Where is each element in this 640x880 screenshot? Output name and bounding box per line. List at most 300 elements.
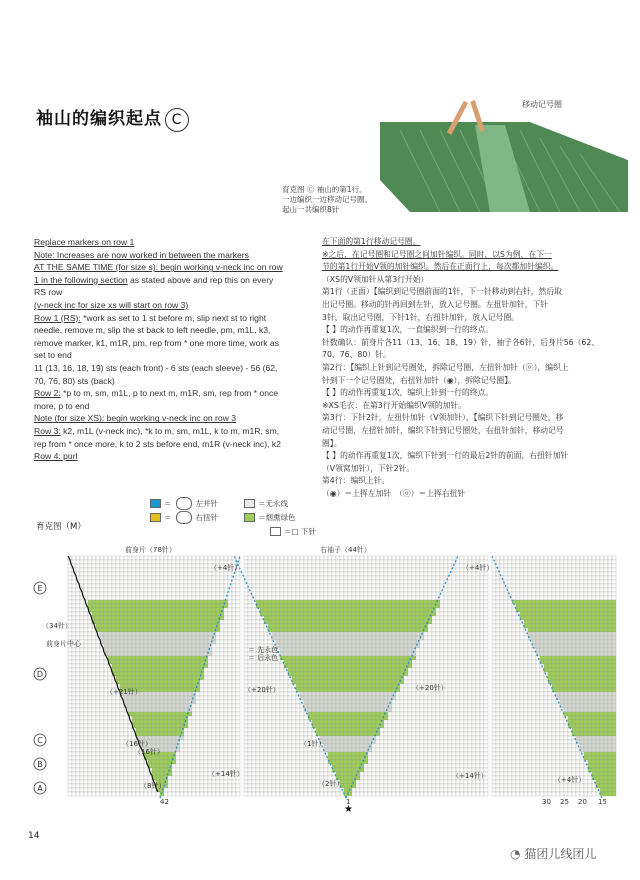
chart-cell: [420, 604, 424, 608]
chart-cell: [88, 652, 92, 656]
chart-cell: [192, 656, 196, 660]
chart-cell: [356, 580, 360, 584]
chart-cell: [104, 612, 108, 616]
chart-cell: [532, 608, 536, 612]
chart-cell: [604, 672, 608, 676]
chart-cell: [332, 572, 336, 576]
chart-cell: [204, 668, 208, 672]
chart-cell: [480, 608, 484, 612]
chart-cell: [396, 568, 400, 572]
chart-cell: [268, 584, 272, 588]
chart-cell: [544, 560, 548, 564]
chart-cell: [352, 652, 356, 656]
chart-cell: [392, 640, 396, 644]
chart-cell: [568, 668, 572, 672]
chart-cell: [272, 664, 276, 668]
chart-cell: [336, 592, 340, 596]
chart-cell: [452, 672, 456, 676]
chart-cell: [416, 664, 420, 668]
yellow-swatch-icon: [150, 513, 161, 522]
chart-cell: [408, 560, 412, 564]
chart-cell: [124, 700, 128, 704]
chart-cell: [456, 688, 460, 692]
chart-cell: [380, 600, 384, 604]
chart-cell: [296, 564, 300, 568]
chart-cell: [100, 572, 104, 576]
chart-cell: [612, 564, 616, 568]
chart-cell: [364, 644, 368, 648]
chart-cell: [568, 692, 572, 696]
chart-cell: [520, 560, 524, 564]
chart-cell: [464, 696, 468, 700]
chart-cell: [208, 692, 212, 696]
chart-cell: [232, 620, 236, 624]
chart-cell: [500, 664, 504, 668]
chart-cell: [400, 652, 404, 656]
en-line: Row 4: purl: [34, 451, 78, 462]
chart-cell: [384, 584, 388, 588]
chart-cell: [224, 584, 228, 588]
chart-cell: [540, 608, 544, 612]
chart-cell: [244, 556, 248, 560]
chart-cell: [476, 556, 480, 560]
chart-cell: [416, 620, 420, 624]
chart-cell: [468, 604, 472, 608]
chart-cell: [428, 652, 432, 656]
chart-cell: [608, 632, 612, 636]
chart-cell: [164, 580, 168, 584]
chart-cell: [296, 660, 300, 664]
chart-cell: [492, 672, 496, 676]
chart-cell: [192, 664, 196, 668]
chart-cell: [388, 608, 392, 612]
chart-cell: [548, 560, 552, 564]
chart-cell: [176, 592, 180, 596]
chart-cell: [256, 568, 260, 572]
chart-cell: [360, 608, 364, 612]
chart-cell: [116, 572, 120, 576]
chart-cell: [296, 568, 300, 572]
chart-cell: [284, 568, 288, 572]
chart-cell: [92, 616, 96, 620]
chart-cell: [204, 556, 208, 560]
chart-cell: [108, 700, 112, 704]
chart-cell: [176, 568, 180, 572]
chart-cell: [220, 580, 224, 584]
chart-cell: [604, 556, 608, 560]
chart-cell: [172, 696, 176, 700]
chart-cell: [128, 596, 132, 600]
chart-cell: [220, 656, 224, 660]
chart-cell: [492, 572, 496, 576]
chart-cell: [544, 608, 548, 612]
chart-cell: [124, 696, 128, 700]
chart-cell: [276, 664, 280, 668]
chart-cell: [188, 668, 192, 672]
chart-cell: [180, 680, 184, 684]
chart-cell: [208, 656, 212, 660]
chart-cell: [184, 588, 188, 592]
chart-cell: [200, 624, 204, 628]
chart-cell: [112, 620, 116, 624]
chart-cell: [368, 556, 372, 560]
chart-cell: [208, 584, 212, 588]
chart-cell: [196, 640, 200, 644]
chart-cell: [388, 584, 392, 588]
chart-cell: [340, 692, 344, 696]
chart-cell: [464, 596, 468, 600]
chart-cell: [172, 564, 176, 568]
en-line: more, p to end: [34, 400, 90, 411]
chart-cell: [92, 652, 96, 656]
chart-cell: [404, 556, 408, 560]
chart-cell: [212, 576, 216, 580]
chart-cell: [284, 564, 288, 568]
chart-cell: [236, 692, 240, 696]
chart-cell: [344, 696, 348, 700]
chart-cell: [496, 636, 500, 640]
chart-cell: [468, 676, 472, 680]
chart-cell: [168, 688, 172, 692]
chart-cell: [464, 604, 468, 608]
chart-cell: [504, 656, 508, 660]
chart-cell: [384, 612, 388, 616]
chart-cell: [252, 664, 256, 668]
chart-cell: [352, 668, 356, 672]
chart-cell: [132, 628, 136, 632]
chart-cell: [356, 640, 360, 644]
chart-cell: [448, 556, 452, 560]
chart-cell: [212, 592, 216, 596]
chart-cell: [236, 640, 240, 644]
chart-cell: [232, 664, 236, 668]
chart-cell: [416, 580, 420, 584]
chart-cell: [140, 616, 144, 620]
en-line: (v-neck inc for size xs will start on row 3): [34, 299, 189, 310]
chart-cell: [356, 644, 360, 648]
chart-cell: [216, 636, 220, 640]
chart-cell: [112, 556, 116, 560]
chart-cell: [508, 604, 512, 608]
chart-cell: [432, 636, 436, 640]
chart-cell: [204, 580, 208, 584]
chart-cell: [524, 592, 528, 596]
chart-cell: [332, 584, 336, 588]
chart-cell: [600, 684, 604, 688]
chart-cell: [256, 668, 260, 672]
chart-cell: [552, 608, 556, 612]
chart-cell: [308, 580, 312, 584]
chart-cell: [80, 580, 84, 584]
chart-cell: [352, 656, 356, 660]
chart-cell: [368, 640, 372, 644]
chart-cell: [376, 668, 380, 672]
chart-cell: [600, 580, 604, 584]
chart-cell: [176, 640, 180, 644]
chart-cell: [400, 592, 404, 596]
chart-cell: [188, 568, 192, 572]
chart-cell: [272, 600, 276, 604]
chart-cell: [192, 612, 196, 616]
chart-cell: [588, 612, 592, 616]
en-segment: *p to m, sm, m1L, p to next m, m1R, sm, rep from * once: [60, 388, 279, 399]
chart-cell: [376, 684, 380, 688]
chart-cell: [552, 644, 556, 648]
chart-cell: [468, 696, 472, 700]
chart-cell: [232, 656, 236, 660]
chart-cell: [176, 604, 180, 608]
chart-cell: [480, 696, 484, 700]
chart-cell: [196, 668, 200, 672]
chart-cell: [536, 564, 540, 568]
chart-cell: [72, 628, 76, 632]
chart-cell: [252, 680, 256, 684]
chart-cell: [332, 592, 336, 596]
chart-cell: [364, 588, 368, 592]
chart-cell: [364, 592, 368, 596]
chart-cell: [216, 652, 220, 656]
chart-cell: [544, 572, 548, 576]
chart-cell: [188, 624, 192, 628]
chart-cell: [320, 636, 324, 640]
chart-cell: [224, 692, 228, 696]
chart-cell: [200, 652, 204, 656]
chart-cell: [104, 596, 108, 600]
chart-cell: [160, 680, 164, 684]
chart-cell: [112, 640, 116, 644]
chart-cell: [244, 600, 248, 604]
chart-cell: [384, 596, 388, 600]
chart-cell: [348, 560, 352, 564]
chart-cell: [596, 628, 600, 632]
chart-cell: [420, 664, 424, 668]
chart-cell: [324, 696, 328, 700]
chart-cell: [268, 680, 272, 684]
chart-cell: [416, 588, 420, 592]
chart-cell: [504, 628, 508, 632]
chart-cell: [328, 624, 332, 628]
chart-cell: [476, 620, 480, 624]
chart-cell: [572, 676, 576, 680]
chart-cell: [356, 588, 360, 592]
chart-cell: [360, 624, 364, 628]
chart-cell: [396, 592, 400, 596]
chart-cell: [564, 636, 568, 640]
chart-cell: [268, 568, 272, 572]
chart-cell: [252, 620, 256, 624]
chart-cell: [412, 608, 416, 612]
chart-cell: [276, 624, 280, 628]
chart-cell: [364, 556, 368, 560]
chart-cell: [560, 556, 564, 560]
chart-cell: [388, 640, 392, 644]
chart-cell: [336, 628, 340, 632]
chart-cell: [224, 680, 228, 684]
chart-cell: [320, 660, 324, 664]
chart-cell: [192, 596, 196, 600]
chart-cell: [600, 692, 604, 696]
chart-cell: [252, 568, 256, 572]
chart-cell: [432, 576, 436, 580]
chart-cell: [524, 672, 528, 676]
chart-cell: [216, 612, 220, 616]
chart-cell: [276, 620, 280, 624]
chart-cell: [328, 628, 332, 632]
chart-cell: [132, 580, 136, 584]
chart-cell: [288, 656, 292, 660]
chart-cell: [524, 656, 528, 660]
chart-cell: [464, 576, 468, 580]
chart-cell: [548, 604, 552, 608]
chart-cell: [564, 660, 568, 664]
chart-cell: [164, 564, 168, 568]
chart-cell: [348, 620, 352, 624]
chart-cell: [160, 560, 164, 564]
chart-cell: [584, 564, 588, 568]
chart-cell: [124, 556, 128, 560]
chart-cell: [336, 612, 340, 616]
chart-cell: [248, 620, 252, 624]
chart-cell: [528, 620, 532, 624]
chart-cell: [380, 652, 384, 656]
chart-cell: [300, 556, 304, 560]
chart-cell: [68, 568, 72, 572]
chart-cell: [560, 604, 564, 608]
chart-cell: [164, 636, 168, 640]
chart-cell: [420, 672, 424, 676]
chart-cell: [444, 612, 448, 616]
chart-cell: [320, 592, 324, 596]
chart-cell: [612, 644, 616, 648]
chart-cell: [352, 568, 356, 572]
chart-cell: [336, 652, 340, 656]
chart-cell: [392, 604, 396, 608]
chart-cell: [348, 696, 352, 700]
chart-cell: [224, 604, 228, 608]
chart-cell: [116, 676, 120, 680]
chart-cell: [460, 592, 464, 596]
chart-cell: [364, 660, 368, 664]
chart-cell: [364, 584, 368, 588]
chart-cell: [600, 564, 604, 568]
chart-cell: [464, 640, 468, 644]
chart-cell: [296, 696, 300, 700]
chart-cell: [428, 692, 432, 696]
chart-cell: [296, 604, 300, 608]
chart-cell: [412, 564, 416, 568]
chart-cell: [368, 600, 372, 604]
chart-cell: [424, 632, 428, 636]
chart-cell: [556, 656, 560, 660]
chart-cell: [248, 636, 252, 640]
chart-cell: [532, 636, 536, 640]
grey-swatch-icon: [244, 499, 255, 508]
chart-cell: [124, 620, 128, 624]
chart-cell: [80, 692, 84, 696]
chart-cell: [432, 632, 436, 636]
chart-cell: [136, 640, 140, 644]
chart-cell: [436, 676, 440, 680]
chart-cell: [504, 676, 508, 680]
chart-cell: [516, 584, 520, 588]
chart-cell: [256, 592, 260, 596]
en-segment: *work as set to 1 st before m, slip next st to right: [80, 312, 267, 323]
chart-cell: [464, 584, 468, 588]
chart-cell: [292, 692, 296, 696]
chart-cell: [184, 632, 188, 636]
chart-cell: [108, 580, 112, 584]
chart-cell: [292, 676, 296, 680]
chart-cell: [516, 576, 520, 580]
chart-cell: [116, 564, 120, 568]
chart-cell: [456, 600, 460, 604]
chart-cell: [600, 636, 604, 640]
chart-cell: [112, 616, 116, 620]
chart-cell: [376, 572, 380, 576]
chart-cell: [332, 564, 336, 568]
chart-cell: [568, 636, 572, 640]
chart-cell: [508, 688, 512, 692]
chart-cell: [100, 584, 104, 588]
chart-cell: [592, 580, 596, 584]
chart-cell: [328, 588, 332, 592]
chart-cell: [264, 664, 268, 668]
chart-cell: [516, 580, 520, 584]
chart-cell: [368, 676, 372, 680]
chart-cell: [496, 696, 500, 700]
chart-cell: [88, 564, 92, 568]
chart-cell: [408, 576, 412, 580]
chart-cell: [492, 696, 496, 700]
chart-cell: [604, 644, 608, 648]
chart-cell: [260, 680, 264, 684]
chart-cell: [332, 640, 336, 644]
chart-cell: [396, 564, 400, 568]
chart-cell: [340, 696, 344, 700]
chart-cell: [92, 576, 96, 580]
chart-cell: [92, 672, 96, 676]
chart-cell: [276, 680, 280, 684]
chart-cell: [348, 584, 352, 588]
chart-cell: [612, 688, 616, 692]
chart-cell: [392, 624, 396, 628]
chart-cell: [120, 612, 124, 616]
chart-cell: [128, 696, 132, 700]
chart-cell: [360, 680, 364, 684]
chart-cell: [520, 580, 524, 584]
chart-cell: [132, 560, 136, 564]
chart-cell: [144, 672, 148, 676]
chart-cell: [180, 572, 184, 576]
chart-cell: [144, 620, 148, 624]
chart-cell: [352, 632, 356, 636]
chart-cell: [376, 556, 380, 560]
chart-cell: [272, 676, 276, 680]
chart-cell: [128, 592, 132, 596]
chart-cell: [544, 652, 548, 656]
chart-cell: [132, 624, 136, 628]
chart-cell: [104, 668, 108, 672]
chart-cell: [396, 600, 400, 604]
chart-cell: [176, 560, 180, 564]
chart-cell: [608, 600, 612, 604]
chart-cell: [284, 652, 288, 656]
chart-cell: [468, 616, 472, 620]
chart-cell: [564, 624, 568, 628]
chart-cell: [444, 668, 448, 672]
chart-cell: [68, 608, 72, 612]
chart-cell: [188, 596, 192, 600]
